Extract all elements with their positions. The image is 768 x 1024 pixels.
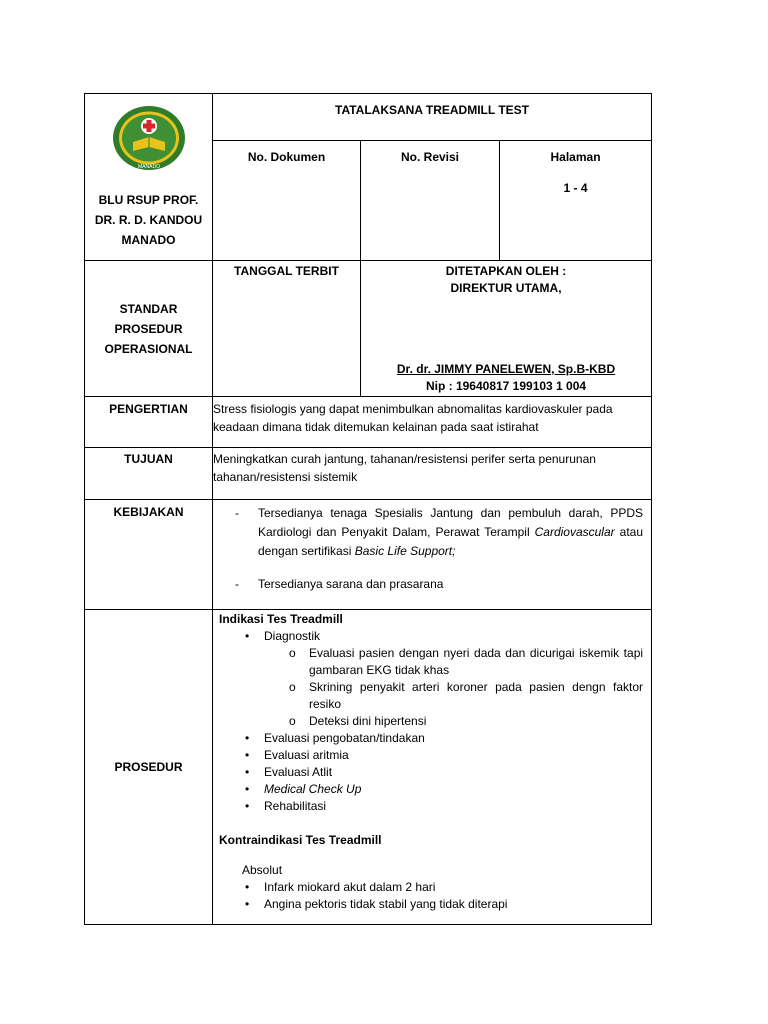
bullet-icon: • (245, 765, 250, 779)
prosedur-content (213, 610, 652, 925)
list-item: • Evaluasi pengobatan/tindakan (245, 731, 425, 745)
kebijakan-item: - Tersedianya sarana dan prasarana (213, 575, 643, 594)
indikasi-heading: Indikasi Tes Treadmill (219, 612, 343, 626)
pengertian-text: Stress fisiologis yang dapat menimbulkan abnomalitas kardiovaskuler pada keadaan dimana tidak ditemukan kelainan pada saat istirahat (213, 397, 652, 448)
list-item: • Evaluasi Atlit (245, 765, 333, 779)
list-item: • Angina pektoris tidak stabil yang tidak diterapi (245, 897, 508, 911)
ditetapkan-label: DITETAPKAN OLEH : (445, 264, 567, 278)
pengertian-label: PENGERTIAN (85, 397, 213, 448)
ditetapkan-role: DIREKTUR UTAMA, (450, 281, 562, 295)
logo-text: MANADO (137, 164, 160, 170)
sub-list-item: o Deteksi dini hipertensi (289, 714, 427, 728)
bullet-icon: • (245, 880, 250, 894)
bullet-icon: • (245, 731, 250, 745)
list-item: • Medical Check Up (245, 782, 362, 796)
sub-list-item: o Skrining penyakit arteri koroner pada pasien dengn faktor resiko (289, 680, 644, 711)
tanggal-terbit-label: TANGGAL TERBIT (213, 261, 361, 397)
bullet-icon: • (245, 629, 250, 643)
dash-marker: - (235, 506, 239, 520)
halaman-cell (500, 141, 652, 261)
signer-nip: Nip : 19640817 199103 1 004 (425, 379, 587, 393)
sop-document-table (84, 93, 652, 925)
signer-name: Dr. dr. JIMMY PANELEWEN, Sp.B-KBD (396, 362, 616, 376)
sop-label: STANDAR PROSEDUR OPERASIONAL (85, 261, 213, 397)
kebijakan-label: KEBIJAKAN (85, 500, 213, 610)
ditetapkan-cell (361, 261, 652, 397)
halaman-value: 1 - 4 (563, 181, 588, 195)
document-title: TATALAKSANA TREADMILL TEST (213, 94, 652, 141)
circle-bullet-icon: o (289, 714, 296, 728)
institution-cell (85, 94, 213, 261)
list-item: • Evaluasi aritmia (245, 748, 349, 762)
dash-marker: - (235, 577, 239, 591)
circle-bullet-icon: o (289, 646, 296, 660)
prosedur-label: PROSEDUR (85, 610, 213, 925)
hospital-logo-icon (111, 104, 187, 172)
bullet-icon: • (245, 897, 250, 911)
tujuan-text: Meningkatkan curah jantung, tahanan/resistensi perifer serta penurunan tahanan/resistensi sistemik (213, 448, 652, 500)
bullet-icon: • (245, 799, 250, 813)
kontraindikasi-heading: Kontraindikasi Tes Treadmill (219, 833, 382, 847)
no-dokumen-label: No. Dokumen (213, 141, 361, 261)
list-item: • Infark miokard akut dalam 2 hari (245, 880, 436, 894)
bullet-icon: • (245, 748, 250, 762)
kebijakan-item: - Tersedianya tenaga Spesialis Jantung dan pembuluh darah, PPDS Kardiologi dan Penyakit Dalam, Perawat Terampil Cardiovascular atau dengan sertifikasi Basic Life Support; (235, 506, 644, 558)
bullet-icon: • (245, 782, 250, 796)
kebijakan-content (213, 500, 652, 610)
absolut-label: Absolut (242, 863, 283, 877)
no-revisi-label: No. Revisi (361, 141, 500, 261)
tujuan-label: TUJUAN (85, 448, 213, 500)
halaman-label: Halaman (550, 150, 601, 164)
circle-bullet-icon: o (289, 680, 296, 694)
sub-list-item: o Evaluasi pasien dengan nyeri dada dan dicurigai iskemik tapi gambaran EKG tidak khas (289, 646, 644, 677)
list-item: • Diagnostik (245, 629, 321, 643)
list-item: • Rehabilitasi (245, 799, 327, 813)
institution-name: BLU RSUP PROF. DR. R. D. KANDOU MANADO (94, 193, 203, 247)
